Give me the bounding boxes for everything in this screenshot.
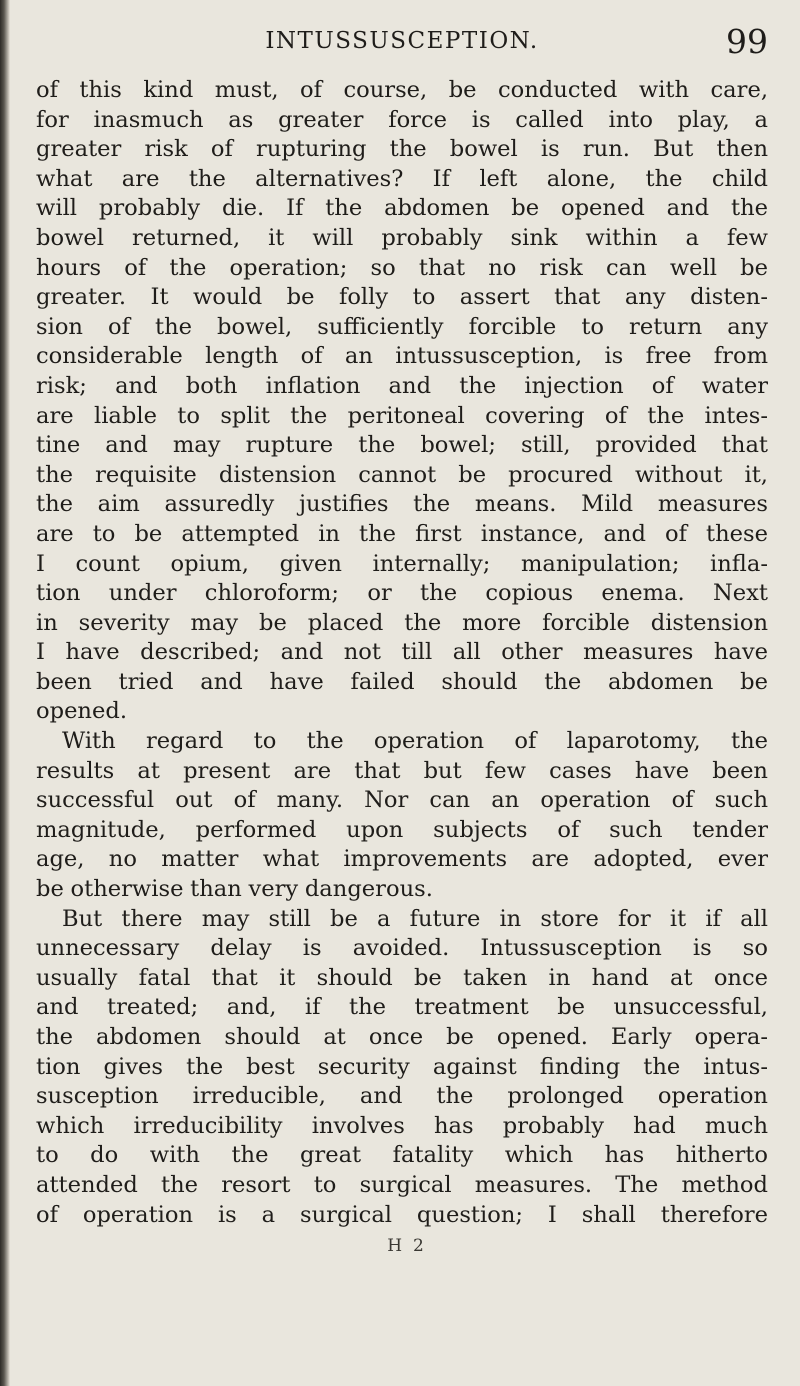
text-line: greater. It would be folly to assert that any disten- [36, 284, 768, 311]
text-line: are to be attempted in the first instance, and of these [36, 520, 768, 547]
text-line: for inasmuch as greater force is called into play, a [36, 106, 768, 133]
text-line: susception irreducible, and the prolonged operation [36, 1083, 768, 1110]
text-line: attended the resort to surgical measures. The method [36, 1171, 768, 1198]
text-line: are liable to split the peritoneal covering of the intes- [36, 402, 768, 429]
text-line: been tried and have failed should the abdomen be [36, 668, 768, 695]
page-header [36, 22, 768, 66]
text-line: which irreducibility involves has probably had much [36, 1112, 768, 1139]
text-line: the requisite distension cannot be procured without it, [36, 461, 768, 488]
running-title: INTUSSUSCEPTION. [265, 28, 539, 54]
text-line: successful out of many. Nor can an operation of such [36, 787, 768, 814]
text-line: But there may still be a future in store for it if all [62, 905, 768, 932]
text-line: tion gives the best security against finding the intus- [36, 1053, 768, 1080]
text-line: bowel returned, it will probably sink within a few [36, 224, 768, 251]
page-number: 99 [726, 22, 768, 61]
book-page [36, 22, 768, 1262]
text-line: With regard to the operation of laparotomy, the [62, 728, 768, 755]
text-line: I count opium, given internally; manipulation; infla- [36, 550, 768, 577]
page-binding-edge [0, 0, 10, 1386]
text-line: unnecessary delay is avoided. Intussusception is so [36, 935, 768, 962]
text-line: the aim assuredly justifies the means. Mild measures [36, 491, 768, 518]
text-line: the abdomen should at once be opened. Early opera- [36, 1024, 768, 1050]
text-line: will probably die. If the abdomen be opened and the [36, 195, 768, 222]
text-line: opened. [36, 698, 128, 725]
text-line: risk; and both inflation and the injection of water [36, 372, 768, 399]
text-line: tion under chloroform; or the copious enema. Next [36, 580, 768, 607]
text-line: usually fatal that it should be taken in hand at once [36, 964, 768, 991]
text-line: of this kind must, of course, be conducted with care, [36, 77, 768, 103]
text-line: magnitude, performed upon subjects of such tender [36, 816, 768, 843]
text-line: tine and may rupture the bowel; still, provided that [36, 432, 768, 459]
text-line: greater risk of rupturing the bowel is run. But then [36, 136, 768, 163]
text-line: of operation is a surgical question; I shall therefore [36, 1201, 768, 1228]
text-line: and treated; and, if the treatment be unsuccessful, [36, 994, 768, 1021]
text-line: hours of the operation; so that no risk can well be [36, 254, 768, 281]
text-line: age, no matter what improvements are adopted, ever [36, 846, 768, 873]
text-line: in severity may be placed the more forcible distension [36, 609, 768, 636]
text-line: what are the alternatives? If left alone, the child [36, 165, 768, 192]
text-line: I have described; and not till all other measures have [36, 639, 768, 666]
text-line: considerable length of an intussusception, is free from [36, 343, 768, 370]
text-line: sion of the bowel, sufficiently forcible to return any [36, 313, 768, 340]
body-text [36, 76, 768, 1262]
text-line: results at present are that but few cases have been [36, 757, 768, 784]
signature-mark: H 2 [387, 1236, 427, 1257]
text-line: be otherwise than very dangerous. [36, 876, 433, 903]
text-line: to do with the great fatality which has hitherto [36, 1142, 768, 1169]
